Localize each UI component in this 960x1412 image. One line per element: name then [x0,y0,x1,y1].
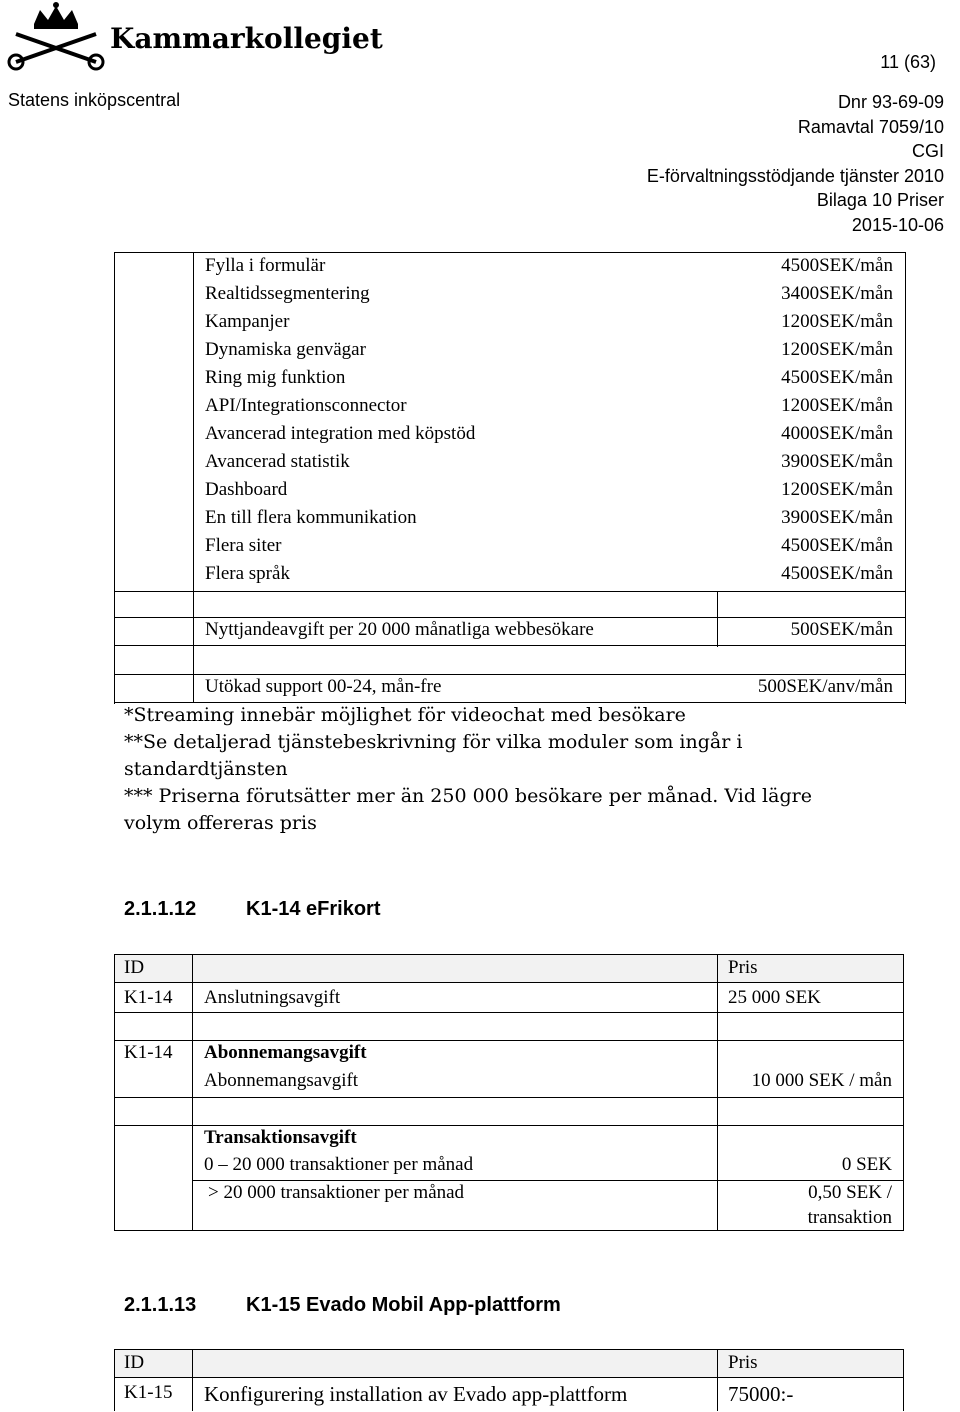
usage-fee-name: Nyttjandeavgift per 20 000 månatliga webbesökare [205,619,594,640]
col-header-id: ID [124,957,145,978]
col-header-price: Pris [728,957,758,978]
row-name: Anslutningsavgift [204,987,341,1008]
col-header-price: Pris [728,1352,758,1373]
kammarkollegiet-logo [6,2,383,72]
price-notes [124,702,844,837]
note-visitor-threshold: *** Priserna förutsätter mer än 250 000 besökare per månad. Vid lägre volym offereras pris [124,785,812,834]
crown-keys-emblem-icon [6,2,106,72]
module-price: 3900SEK/mån [781,507,893,528]
module-price: 1200SEK/mån [781,311,893,332]
note-service-description: **Se detaljerad tjänstebeskrivning för vilka moduler som ingår i standardtjänsten [124,731,743,780]
meta-dnr: Dnr 93-69-09 [837,92,944,112]
brand-name: Kammarkollegiet [110,22,383,55]
row-name: Abonnemangsavgift [204,1070,359,1091]
meta-appendix: Bilaga 10 Priser [816,190,944,210]
module-name: Fylla i formulär [205,255,326,276]
transactions-title: Transaktionsavgift [204,1127,357,1148]
row-price: 10 000 SEK / mån [751,1070,892,1091]
col-header-id: ID [124,1352,145,1373]
module-name: Kampanjer [205,311,290,332]
module-name: Flera språk [205,563,290,584]
row-price: 75000:- [728,1382,794,1406]
meta-supplier: CGI [911,141,944,161]
module-price: 4500SEK/mån [781,563,893,584]
row-id: K1-14 [124,1042,173,1063]
usage-fee-price: 500SEK/mån [790,619,893,640]
section-number: 2.1.1.13 [124,1294,197,1316]
transactions-tier-2-price-unit: transaktion [807,1207,892,1228]
meta-date: 2015-10-06 [851,214,944,235]
module-price: 3900SEK/mån [781,451,893,472]
transactions-tier-1-price: 0 SEK [841,1154,892,1175]
module-price: 4500SEK/mån [781,535,893,556]
evado-price-table [114,1349,904,1411]
section-title: K1-15 Evado Mobil App-plattform [246,1294,561,1316]
page-number: 11 (63) [880,52,936,72]
row-title: Abonnemangsavgift [204,1042,367,1063]
meta-service: E-förvaltningsstödjande tjänster 2010 [646,165,944,186]
modules-price-table [114,252,906,704]
module-name: Avancerad integration med köpstöd [205,423,476,444]
module-price: 3400SEK/mån [781,283,893,304]
module-name: Dynamiska genvägar [205,339,366,360]
transactions-tier-1: 0 – 20 000 transaktioner per månad [204,1154,474,1175]
row-name: Konfigurering installation av Evado app-plattform [204,1382,628,1406]
section-title: K1-14 eFrikort [246,898,381,920]
support-price: 500SEK/anv/mån [757,676,893,697]
note-streaming: *Streaming innebär möjlighet för videochat med besökare [124,704,686,726]
module-price: 4500SEK/mån [781,367,893,388]
module-name: Avancerad statistik [205,451,350,472]
transactions-tier-2-price: 0,50 SEK / [808,1182,892,1203]
row-price: 25 000 SEK [728,987,821,1008]
module-name: Dashboard [205,479,288,500]
module-price: 1200SEK/mån [781,339,893,360]
module-price: 1200SEK/mån [781,479,893,500]
module-price: 4000SEK/mån [781,423,893,444]
module-name: API/Integrationsconnector [205,395,407,416]
document-meta [524,90,944,237]
organization-name: Statens inköpscentral [8,90,181,110]
module-name: Realtidssegmentering [205,283,370,304]
module-name: Flera siter [205,535,282,556]
module-name: En till flera kommunikation [205,507,417,528]
support-name: Utökad support 00-24, mån-fre [205,676,442,697]
section-number: 2.1.1.12 [124,898,197,920]
module-price: 4500SEK/mån [781,255,893,276]
module-name: Ring mig funktion [205,367,346,388]
row-id: K1-14 [124,987,173,1008]
meta-agreement: Ramavtal 7059/10 [797,116,944,137]
transactions-tier-2: > 20 000 transaktioner per månad [208,1182,465,1203]
efrikort-price-table [114,954,904,1232]
row-id: K1-15 [124,1382,173,1403]
module-price: 1200SEK/mån [781,395,893,416]
